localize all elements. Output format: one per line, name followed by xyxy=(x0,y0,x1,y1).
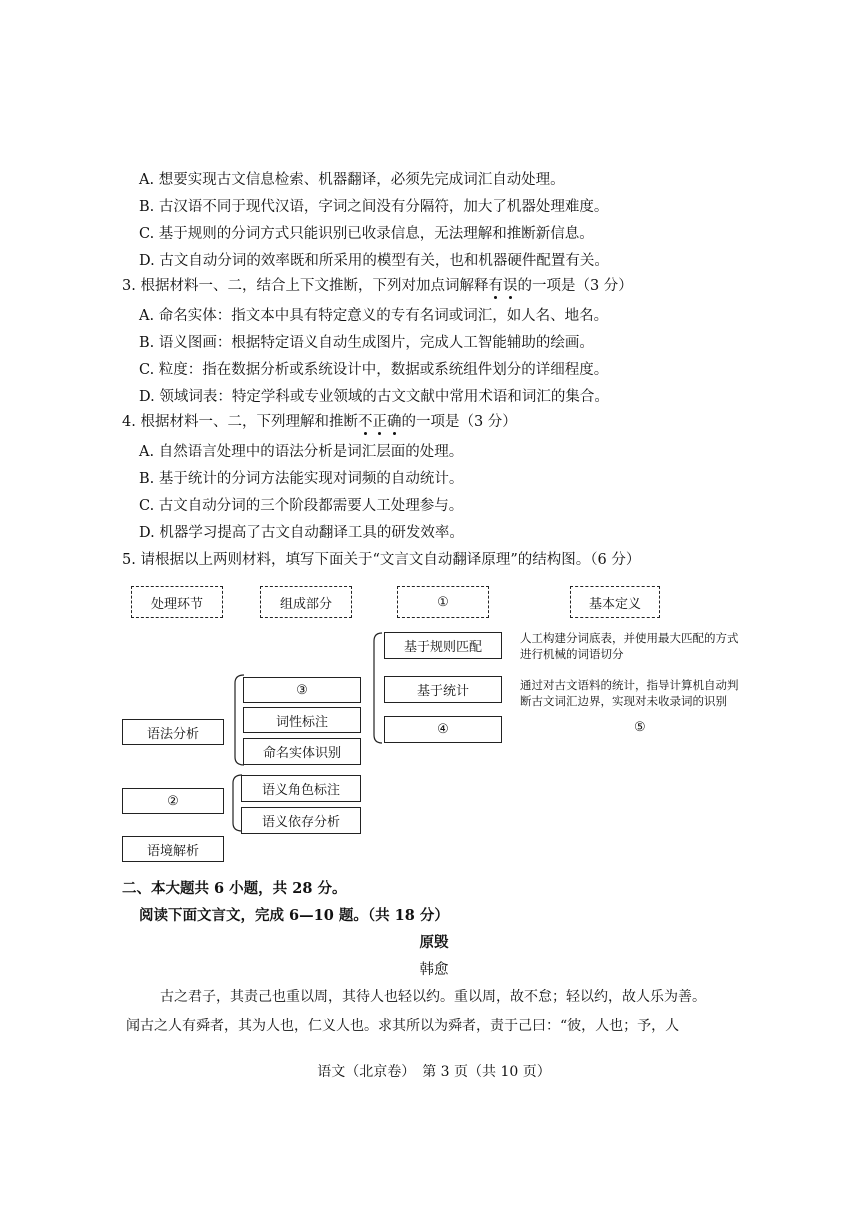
q4-option-a: A. 自然语言处理中的语法分析是词汇层面的处理。 xyxy=(139,444,464,460)
q4-option-b: B. 基于统计的分词方法能实现对词频的自动统计。 xyxy=(139,471,464,487)
q3-stem: 3. 根据材料一、二，结合上下文推断，下列对加点词解释有误的一项是（3 分） xyxy=(122,278,633,294)
section-2-instruction: 阅读下面文言文，完成 6—10 题。（共 18 分） xyxy=(139,907,449,924)
emphasis-dot-char: 正 xyxy=(372,414,387,430)
emphasis-dot-char: 确 xyxy=(386,414,402,430)
q2-option-b: B. 古汉语不同于现代汉语，字词之间没有分隔符，加大了机器处理难度。 xyxy=(139,199,609,215)
blank-1-box: ① xyxy=(397,586,489,618)
header-stage-box: 处理环节 xyxy=(131,586,223,618)
page-footer: 语文（北京卷） 第 3 页（共 10 页） xyxy=(317,1064,551,1080)
header-component-box: 组成部分 xyxy=(260,586,352,618)
article-line-2: 闻古之人有舜者，其为人也，仁义人也。求其所以为舜者，责于己曰：“彼，人也；予，人 xyxy=(126,1018,680,1034)
q5-stem: 5. 请根据以上两则材料，填写下面关于“文言文自动翻译原理”的结构图。（6 分） xyxy=(122,552,641,568)
q4-option-d: D. 机器学习提高了古文自动翻译工具的研发效率。 xyxy=(139,525,464,541)
component-blank-3-box: ③ xyxy=(243,677,361,703)
component-srl-box: 语义角色标注 xyxy=(241,775,361,802)
q4-option-c: C. 古文自动分词的三个阶段都需要人工处理参与。 xyxy=(139,498,464,514)
definition-rule-based: 人工构建分词底表，并使用最大匹配的方式 进行机械的词语切分 xyxy=(520,631,739,661)
component-pos-tagging-box: 词性标注 xyxy=(243,707,361,733)
stage-context-box: 语境解析 xyxy=(122,836,224,862)
article-line-1: 古之君子，其责己也重以周，其待人也轻以约。重以周，故不怠；轻以约，故人乐为善。 xyxy=(160,989,706,1005)
q4-stem: 4. 根据材料一、二，下列理解和推断不正确的一项是（3 分） xyxy=(122,414,517,430)
stage-syntax-box: 语法分析 xyxy=(122,719,224,745)
stage-blank-2-box: ② xyxy=(122,788,224,814)
definition-statistical: 通过对古文语料的统计，指导计算机自动判 断古文词汇边界，实现对未收录词的识别 xyxy=(520,678,739,708)
q3-option-c: C. 粒度：指在数据分析或系统设计中，数据或系统组件划分的详细程度。 xyxy=(139,362,609,378)
q3-option-d: D. 领域词表：特定学科或专业领域的古文文献中常用术语和词汇的集合。 xyxy=(139,389,609,405)
q2-option-a: A. 想要实现古文信息检索、机器翻译，必须先完成词汇自动处理。 xyxy=(139,172,565,188)
emphasis-dot-char: 不 xyxy=(357,414,373,430)
header-definition-box: 基本定义 xyxy=(570,586,660,618)
q3-option-a: A. 命名实体：指文本中具有特定意义的专有名词或词汇，如人名、地名。 xyxy=(139,308,609,324)
article-title: 原毁 xyxy=(419,934,449,951)
method-blank-4-box: ④ xyxy=(384,716,502,743)
section-2-title: 二、本大题共 6 小题，共 28 分。 xyxy=(122,880,347,897)
q2-option-c: C. 基于规则的分词方式只能识别已收录信息，无法理解和推断新信息。 xyxy=(139,226,594,242)
method-statistical-box: 基于统计 xyxy=(384,676,502,703)
emphasis-dot-char: 误 xyxy=(502,278,518,294)
q2-option-d: D. 古文自动分词的效率既和所采用的模型有关，也和机器硬件配置有关。 xyxy=(139,253,609,269)
component-ner-box: 命名实体识别 xyxy=(243,738,361,765)
emphasis-dot-char: 有 xyxy=(488,278,503,294)
component-sdp-box: 语义依存分析 xyxy=(241,807,361,834)
q3-option-b: B. 语义图画：根据特定语义自动生成图片，完成人工智能辅助的绘画。 xyxy=(139,335,594,351)
method-rule-based-box: 基于规则匹配 xyxy=(384,632,502,659)
article-author: 韩愈 xyxy=(419,962,449,978)
definition-blank-5: ⑤ xyxy=(634,720,646,735)
